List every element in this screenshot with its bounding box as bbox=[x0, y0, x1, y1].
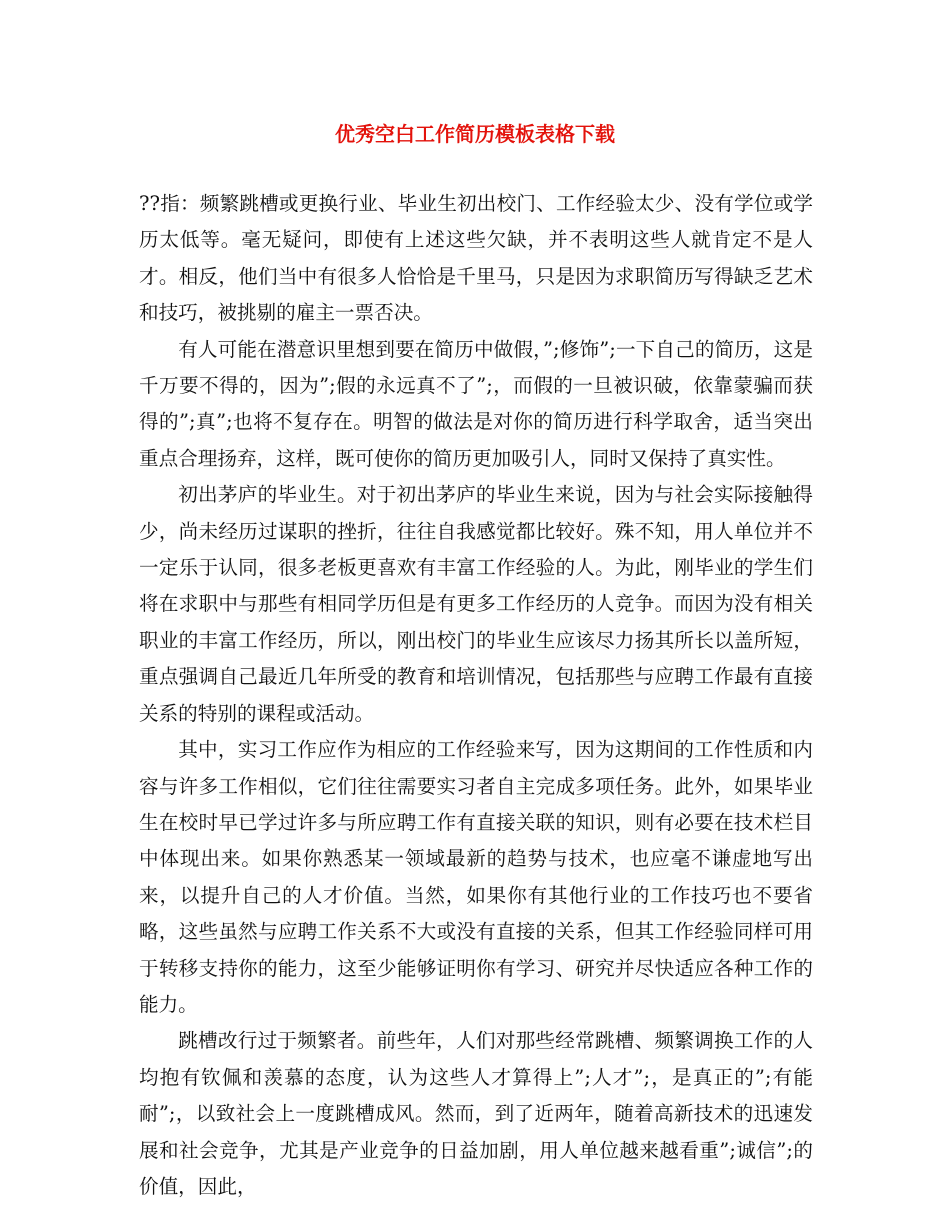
document-title: 优秀空白工作简历模板表格下载 bbox=[335, 122, 615, 146]
paragraph-5: 跳槽改行过于频繁者。前些年，人们对那些经常跳槽、频繁调换工作的人均抱有钦佩和羡慕的态度，认为这些人才算得上”;人才”;，是真正的”;有能耐”;，以致社会上一度跳槽成风。然而，到了近两年，随着高新技术的迅速发展和社会竞争，尤其是产业竞争的日益加剧，用人单位越来越看重”;诚信”;的价值，因此， bbox=[139, 1029, 813, 1198]
paragraph-3: 初出茅庐的毕业生。对于初出茅庐的毕业生来说，因为与社会实际接触得少，尚未经历过谋职的挫折，往往自我感觉都比较好。殊不知，用人单位并不一定乐于认同，很多老板更喜欢有丰富工作经验的人。为此，刚毕业的学生们将在求职中与那些有相同学历但是有更多工作经历的人竞争。而因为没有相关职业的丰富工作经历，所以，刚出校门的毕业生应该尽力扬其所长以盖所短，重点强调自己最近几年所受的教育和培训情况，包括那些与应聘工作最有直接关系的特别的课程或活动。 bbox=[139, 483, 813, 725]
paragraph-2: 有人可能在潜意识里想到要在简历中做假，”;修饰”;一下自己的简历，这是千万要不得的，因为”;假的永远真不了”;，而假的一旦被识破，依靠蒙骗而获得的”;真”;也将不复存在。明智的做法是对你的简历进行科学取舍，适当突出重点合理扬弃，这样，既可使你的简历更加吸引人，同时又保持了真实性。 bbox=[139, 337, 813, 470]
paragraph-4: 其中，实习工作应作为相应的工作经验来写，因为这期间的工作性质和内容与许多工作相似，它们往往需要实习者自主完成多项任务。此外，如果毕业生在校时早已学过许多与所应聘工作有直接关联的知识，则有必要在技术栏目中体现出来。如果你熟悉某一领域最新的趋势与技术，也应毫不谦虚地写出来，以提升自己的人才价值。当然，如果你有其他行业的工作技巧也不要省略，这些虽然与应聘工作关系不大或没有直接的关系，但其工作经验同样可用于转移支持你的能力，这至少能够证明你有学习、研究并尽快适应各种工作的能力。 bbox=[139, 738, 813, 1016]
paragraph-1: ??指：频繁跳槽或更换行业、毕业生初出校门、工作经验太少、没有学位或学历太低等。毫无疑问，即使有上述这些欠缺，并不表明这些人就肯定不是人才。相反，他们当中有很多人恰恰是千里马，只是因为求职简历写得缺乏艺术和技巧，被挑剔的雇主一票否决。 bbox=[139, 192, 813, 325]
document-body bbox=[139, 186, 813, 1205]
